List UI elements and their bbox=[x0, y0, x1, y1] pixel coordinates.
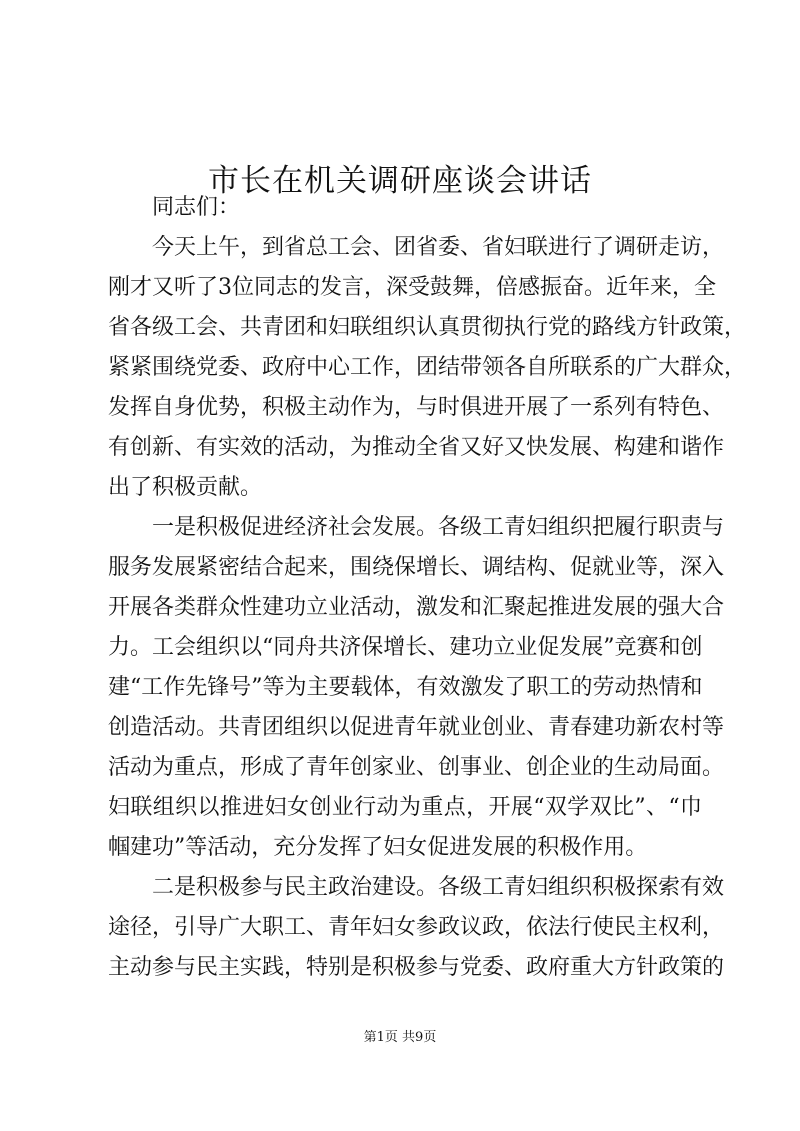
text-line: 活动为重点，形成了青年创家业、创事业、创企业的生动局面。 bbox=[108, 755, 725, 780]
text-line: 二是积极参与民主政治建设。各级工青妇组织积极探索有效 bbox=[152, 875, 725, 900]
text-line: 紧紧围绕党委、政府中心工作，团结带领各自所联系的广大群众， bbox=[108, 355, 747, 380]
text-line: 途径，引导广大职工、青年妇女参政议政，依法行使民主权利， bbox=[108, 915, 725, 940]
text-line: 创造活动。共青团组织以促进青年就业创业、青春建功新农村等 bbox=[108, 715, 725, 740]
page-footer: 第1页 共9页 bbox=[363, 1030, 437, 1045]
text-line: 建“工作先锋号”等为主要载体，有效激发了职工的劳动热情和 bbox=[108, 675, 703, 700]
document-title: 市长在机关调研座谈会讲话 bbox=[208, 162, 592, 199]
text-line: 有创新、有实效的活动，为推动全省又好又快发展、构建和谐作 bbox=[108, 435, 725, 460]
text-line: 开展各类群众性建功立业活动，激发和汇聚起推进发展的强大合 bbox=[108, 595, 725, 620]
text-line: 服务发展紧密结合起来，围绕保增长、调结构、促就业等，深入 bbox=[108, 555, 725, 580]
text-line: 刚才又听了3位同志的发言，深受鼓舞，倍感振奋。近年来，全 bbox=[108, 275, 716, 300]
text-line: 妇联组织以推进妇女创业行动为重点，开展“双学双比”、“巾 bbox=[108, 795, 702, 820]
text-line: 同志们： bbox=[152, 195, 241, 220]
document-body bbox=[108, 188, 747, 988]
text-line: 主动参与民主实践，特别是积极参与党委、政府重大方针政策的 bbox=[108, 955, 725, 980]
text-line: 力。工会组织以“同舟共济保增长、建功立业促发展”竞赛和创 bbox=[108, 635, 703, 660]
text-line: 发挥自身优势，积极主动作为，与时俱进开展了一系列有特色、 bbox=[108, 395, 725, 420]
text-line: 一是积极促进经济社会发展。各级工青妇组织把履行职责与 bbox=[152, 515, 725, 540]
text-line: 今天上午，到省总工会、团省委、省妇联进行了调研走访， bbox=[152, 235, 725, 260]
text-line: 帼建功”等活动，充分发挥了妇女促进发展的积极作用。 bbox=[108, 835, 648, 860]
text-line: 省各级工会、共青团和妇联组织认真贯彻执行党的路线方针政策， bbox=[108, 315, 747, 340]
text-line: 出了积极贡献。 bbox=[108, 475, 263, 500]
